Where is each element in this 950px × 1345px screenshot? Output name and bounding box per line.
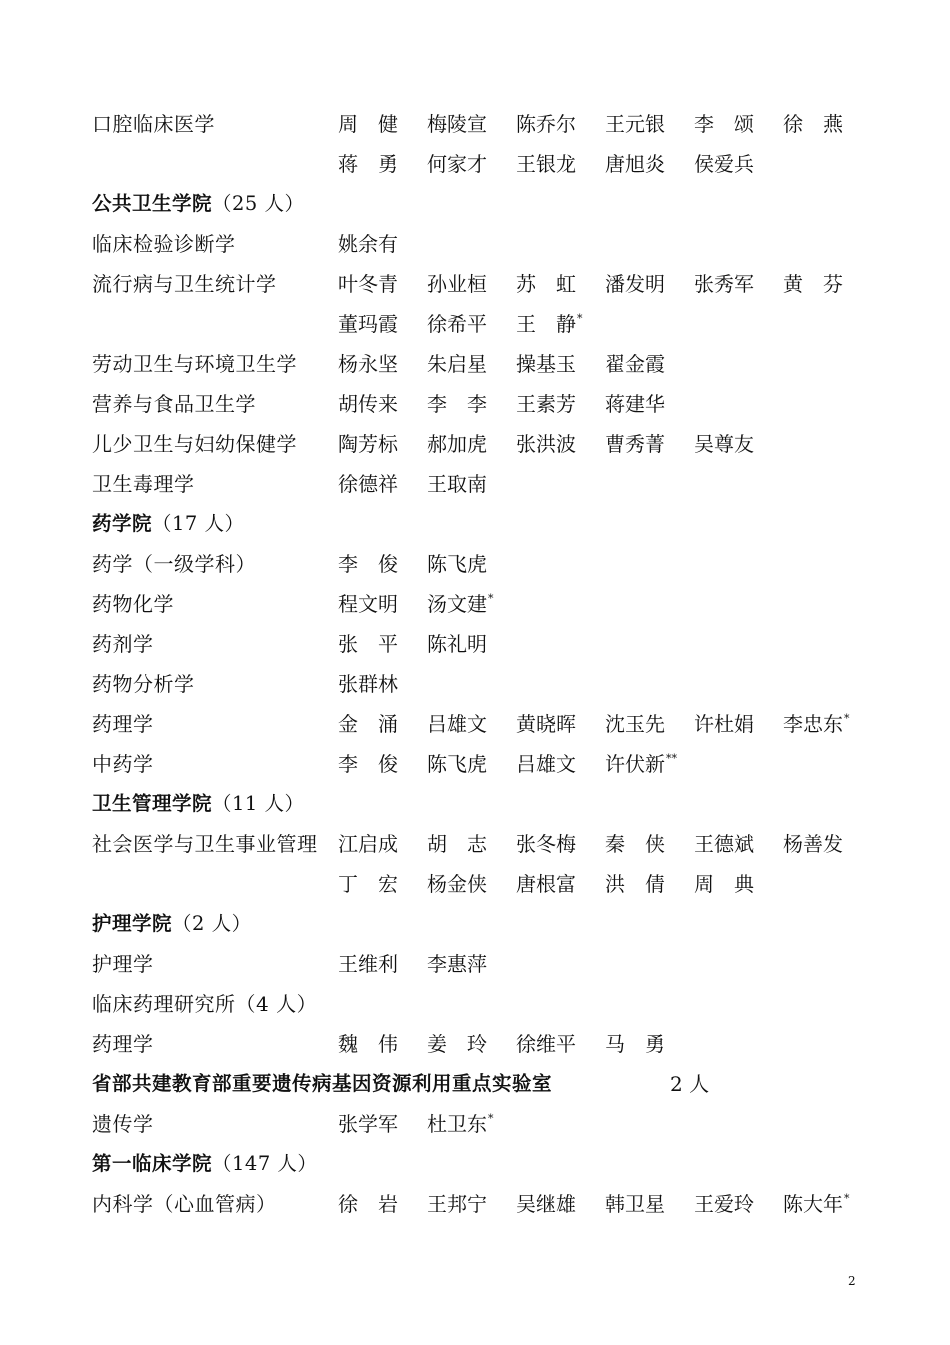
person-name-text: 徐 燕	[783, 112, 843, 136]
person-name	[338, 344, 420, 384]
section-heading-row	[92, 784, 872, 824]
section-count: （25 人）	[212, 192, 305, 215]
person-name	[605, 264, 687, 304]
person-name	[516, 264, 598, 304]
person-name	[516, 704, 598, 744]
section-name: 卫生管理学院	[92, 792, 213, 815]
person-name-text: 程文明	[338, 592, 398, 616]
discipline-row	[92, 584, 872, 624]
person-name	[338, 1104, 420, 1144]
person-name	[338, 1024, 420, 1064]
section-name: 第一临床学院	[92, 1152, 213, 1175]
person-name-text: 孙业桓	[427, 272, 487, 296]
person-name	[605, 384, 687, 424]
section-title	[92, 1144, 317, 1184]
person-name-text: 董玛霞	[338, 312, 398, 336]
discipline-row	[92, 664, 872, 704]
discipline-label: 中药学	[92, 752, 154, 776]
discipline-row	[92, 424, 872, 464]
person-name-text: 沈玉先	[605, 712, 665, 736]
person-name	[516, 384, 598, 424]
discipline-label: 药剂学	[92, 632, 154, 656]
discipline-row	[92, 944, 872, 984]
document-body	[92, 104, 872, 1224]
person-name-text: 金 涌	[338, 712, 398, 736]
person-name	[427, 864, 509, 904]
discipline-row	[92, 624, 872, 664]
person-name-text: 操基玉	[516, 352, 576, 376]
person-name-text: 张冬梅	[516, 832, 576, 856]
section-name: 药学院	[92, 512, 153, 535]
person-name-text: 蒋 勇	[338, 152, 398, 176]
section-heading-row	[92, 1144, 872, 1184]
person-name-text: 吴继雄	[516, 1192, 576, 1216]
person-name	[338, 264, 420, 304]
discipline-row	[92, 1024, 872, 1064]
person-name-text: 王素芳	[516, 392, 576, 416]
person-name-text: 徐希平	[427, 312, 487, 336]
section-title	[92, 984, 317, 1024]
discipline-label: 儿少卫生与妇幼保健学	[92, 432, 297, 456]
section-count: （17 人）	[152, 512, 245, 535]
person-name	[338, 104, 420, 144]
person-name-text: 李 俊	[338, 552, 398, 576]
person-name-text: 洪 倩	[605, 872, 665, 896]
person-name-text: 王取南	[427, 472, 487, 496]
person-name-text: 张群林	[338, 672, 398, 696]
footnote-marker: *	[844, 712, 850, 725]
person-name	[427, 384, 509, 424]
person-name-text: 陈大年	[783, 1192, 843, 1216]
person-name	[605, 864, 687, 904]
person-name	[694, 864, 776, 904]
section-heading-row	[92, 984, 872, 1024]
person-name	[338, 584, 420, 624]
person-name-text: 李 俊	[338, 752, 398, 776]
discipline-row	[92, 744, 872, 784]
section-name: 护理学院	[92, 912, 173, 935]
person-name-text: 张秀军	[694, 272, 754, 296]
section-title	[92, 504, 245, 544]
person-name	[427, 824, 509, 864]
person-name-text: 张洪波	[516, 432, 576, 456]
person-name-text: 江启成	[338, 832, 398, 856]
person-name	[516, 104, 598, 144]
person-name-text: 李惠萍	[427, 952, 487, 976]
person-name	[605, 144, 687, 184]
person-name-text: 杨永坚	[338, 352, 398, 376]
discipline-label: 营养与食品卫生学	[92, 392, 256, 416]
person-name	[516, 1024, 598, 1064]
person-name-text: 胡传来	[338, 392, 398, 416]
discipline-label: 护理学	[92, 952, 154, 976]
person-name	[694, 1184, 776, 1224]
person-name-text: 张学军	[338, 1112, 398, 1136]
person-name	[338, 424, 420, 464]
person-name-text: 王爱玲	[694, 1192, 754, 1216]
page-number: 2	[848, 1274, 856, 1288]
person-name-text: 唐旭炎	[605, 152, 665, 176]
person-name	[516, 304, 598, 348]
person-name	[694, 144, 776, 184]
person-name-text: 王 静	[516, 312, 576, 336]
person-name	[427, 544, 509, 584]
person-name	[694, 424, 776, 464]
person-name-text: 李 李	[427, 392, 487, 416]
person-name	[427, 104, 509, 144]
person-name	[427, 624, 509, 664]
discipline-row	[92, 1184, 872, 1224]
discipline-row	[92, 864, 872, 904]
person-name-text: 王德斌	[694, 832, 754, 856]
person-name	[694, 704, 776, 744]
discipline-label: 药理学	[92, 712, 154, 736]
section-count: （11 人）	[212, 792, 305, 815]
person-name-text: 王维利	[338, 952, 398, 976]
section-count: （4 人）	[235, 992, 318, 1016]
person-name-text: 魏 伟	[338, 1032, 398, 1056]
discipline-label: 临床检验诊断学	[92, 232, 236, 256]
person-name	[338, 624, 420, 664]
person-name	[783, 1184, 865, 1228]
discipline-row	[92, 144, 872, 184]
person-name	[338, 1184, 420, 1224]
person-name-text: 陈乔尔	[516, 112, 576, 136]
person-name-text: 苏 虹	[516, 272, 576, 296]
person-name-text: 徐德祥	[338, 472, 398, 496]
section-heading-row	[92, 504, 872, 544]
section-title	[92, 904, 252, 944]
section-heading-row	[92, 1064, 872, 1104]
person-name-text: 曹秀菁	[605, 432, 665, 456]
person-name	[338, 304, 420, 344]
person-name	[516, 144, 598, 184]
person-name	[605, 424, 687, 464]
person-name-text: 何家才	[427, 152, 487, 176]
discipline-row	[92, 704, 872, 744]
person-name-text: 陈飞虎	[427, 552, 487, 576]
person-name-text: 韩卫星	[605, 1192, 665, 1216]
footnote-marker: *	[488, 1112, 494, 1125]
person-name	[427, 264, 509, 304]
person-name	[338, 824, 420, 864]
person-name-text: 许杜娟	[694, 712, 754, 736]
section-count: 2 人	[670, 1072, 710, 1096]
person-name	[516, 1184, 598, 1224]
person-name-text: 梅陵宣	[427, 112, 487, 136]
person-name	[427, 344, 509, 384]
person-name-text: 陈礼明	[427, 632, 487, 656]
person-name	[338, 704, 420, 744]
person-name-text: 唐根富	[516, 872, 576, 896]
person-name-text: 周 典	[694, 872, 754, 896]
footnote-marker: **	[666, 752, 677, 765]
person-name	[516, 744, 598, 784]
person-name	[427, 1024, 509, 1064]
discipline-row	[92, 304, 872, 344]
person-name	[338, 384, 420, 424]
discipline-label: 药物分析学	[92, 672, 195, 696]
person-name-text: 黄晓晖	[516, 712, 576, 736]
person-name	[516, 824, 598, 864]
person-name	[338, 864, 420, 904]
discipline-row	[92, 104, 872, 144]
person-name	[338, 944, 420, 984]
person-name	[338, 664, 420, 704]
person-name-text: 翟金霞	[605, 352, 665, 376]
person-name-text: 黄 芬	[783, 272, 843, 296]
person-name	[427, 1184, 509, 1224]
person-name-text: 杜卫东	[427, 1112, 487, 1136]
person-name	[427, 144, 509, 184]
discipline-label: 内科学（心血管病）	[92, 1192, 277, 1216]
discipline-label: 社会医学与卫生事业管理	[92, 832, 318, 856]
section-heading-row	[92, 904, 872, 944]
person-name	[427, 744, 509, 784]
person-name-text: 王元银	[605, 112, 665, 136]
discipline-row	[92, 824, 872, 864]
person-name	[605, 704, 687, 744]
person-name	[605, 1024, 687, 1064]
discipline-row	[92, 384, 872, 424]
person-name-text: 王邦宁	[427, 1192, 487, 1216]
discipline-label: 劳动卫生与环境卫生学	[92, 352, 297, 376]
footnote-marker: *	[488, 592, 494, 605]
discipline-row	[92, 264, 872, 304]
discipline-row	[92, 464, 872, 504]
discipline-row	[92, 544, 872, 584]
person-name	[338, 744, 420, 784]
person-name-text: 杨善发	[783, 832, 843, 856]
person-name	[783, 264, 865, 304]
discipline-row	[92, 344, 872, 384]
person-name-text: 姜 玲	[427, 1032, 487, 1056]
person-name-text: 蒋建华	[605, 392, 665, 416]
person-name-text: 汤文建	[427, 592, 487, 616]
person-name-text: 郝加虎	[427, 432, 487, 456]
person-name-text: 丁 宏	[338, 872, 398, 896]
person-name	[427, 944, 509, 984]
person-name	[338, 144, 420, 184]
person-name	[605, 824, 687, 864]
person-name	[605, 344, 687, 384]
person-name	[516, 424, 598, 464]
person-name-text: 马 勇	[605, 1032, 665, 1056]
person-name	[427, 464, 509, 504]
section-count: （2 人）	[172, 912, 252, 935]
discipline-label: 药物化学	[92, 592, 174, 616]
person-name-text: 徐 岩	[338, 1192, 398, 1216]
discipline-row	[92, 224, 872, 264]
person-name	[338, 464, 420, 504]
person-name	[694, 104, 776, 144]
person-name	[783, 104, 865, 144]
person-name	[694, 824, 776, 864]
person-name-text: 姚余有	[338, 232, 398, 256]
person-name-text: 胡 志	[427, 832, 487, 856]
person-name-text: 王银龙	[516, 152, 576, 176]
person-name-text: 侯爱兵	[694, 152, 754, 176]
person-name	[605, 104, 687, 144]
person-name-text: 吴尊友	[694, 432, 754, 456]
section-name: 临床药理研究所	[92, 992, 236, 1016]
person-name	[338, 224, 420, 264]
section-name: 公共卫生学院	[92, 192, 213, 215]
section-name: 省部共建教育部重要遗传病基因资源利用重点实验室	[92, 1072, 553, 1095]
discipline-label: 药理学	[92, 1032, 154, 1056]
section-title	[92, 784, 305, 824]
person-name-text: 周 健	[338, 112, 398, 136]
person-name-text: 许伏新	[605, 752, 665, 776]
person-name	[605, 1184, 687, 1224]
person-name-text: 叶冬青	[338, 272, 398, 296]
person-name	[338, 544, 420, 584]
discipline-label: 药学（一级学科）	[92, 552, 256, 576]
footnote-marker: *	[577, 312, 583, 325]
person-name	[427, 704, 509, 744]
person-name-text: 陈飞虎	[427, 752, 487, 776]
discipline-label: 遗传学	[92, 1112, 154, 1136]
person-name	[605, 744, 687, 788]
person-name-text: 徐维平	[516, 1032, 576, 1056]
person-name	[516, 344, 598, 384]
discipline-label: 流行病与卫生统计学	[92, 272, 277, 296]
section-title	[92, 1064, 552, 1104]
person-name	[427, 424, 509, 464]
discipline-label: 卫生毒理学	[92, 472, 195, 496]
discipline-label: 口腔临床医学	[92, 112, 215, 136]
person-name	[427, 1104, 509, 1148]
person-name-text: 杨金侠	[427, 872, 487, 896]
person-name-text: 李忠东	[783, 712, 843, 736]
person-name-text: 朱启星	[427, 352, 487, 376]
person-name	[694, 264, 776, 304]
person-name	[427, 304, 509, 344]
person-name-text: 秦 侠	[605, 832, 665, 856]
section-title	[92, 184, 305, 224]
person-name-text: 陶芳标	[338, 432, 398, 456]
person-name-text: 潘发明	[605, 272, 665, 296]
footnote-marker: *	[844, 1192, 850, 1205]
section-heading-row	[92, 184, 872, 224]
person-name	[783, 824, 865, 864]
discipline-row	[92, 1104, 872, 1144]
person-name	[783, 704, 865, 748]
person-name-text: 吕雄文	[427, 712, 487, 736]
person-name	[516, 864, 598, 904]
section-count: （147 人）	[212, 1152, 318, 1175]
person-name	[427, 584, 509, 628]
person-name-text: 张 平	[338, 632, 398, 656]
person-name-text: 李 颂	[694, 112, 754, 136]
person-name-text: 吕雄文	[516, 752, 576, 776]
